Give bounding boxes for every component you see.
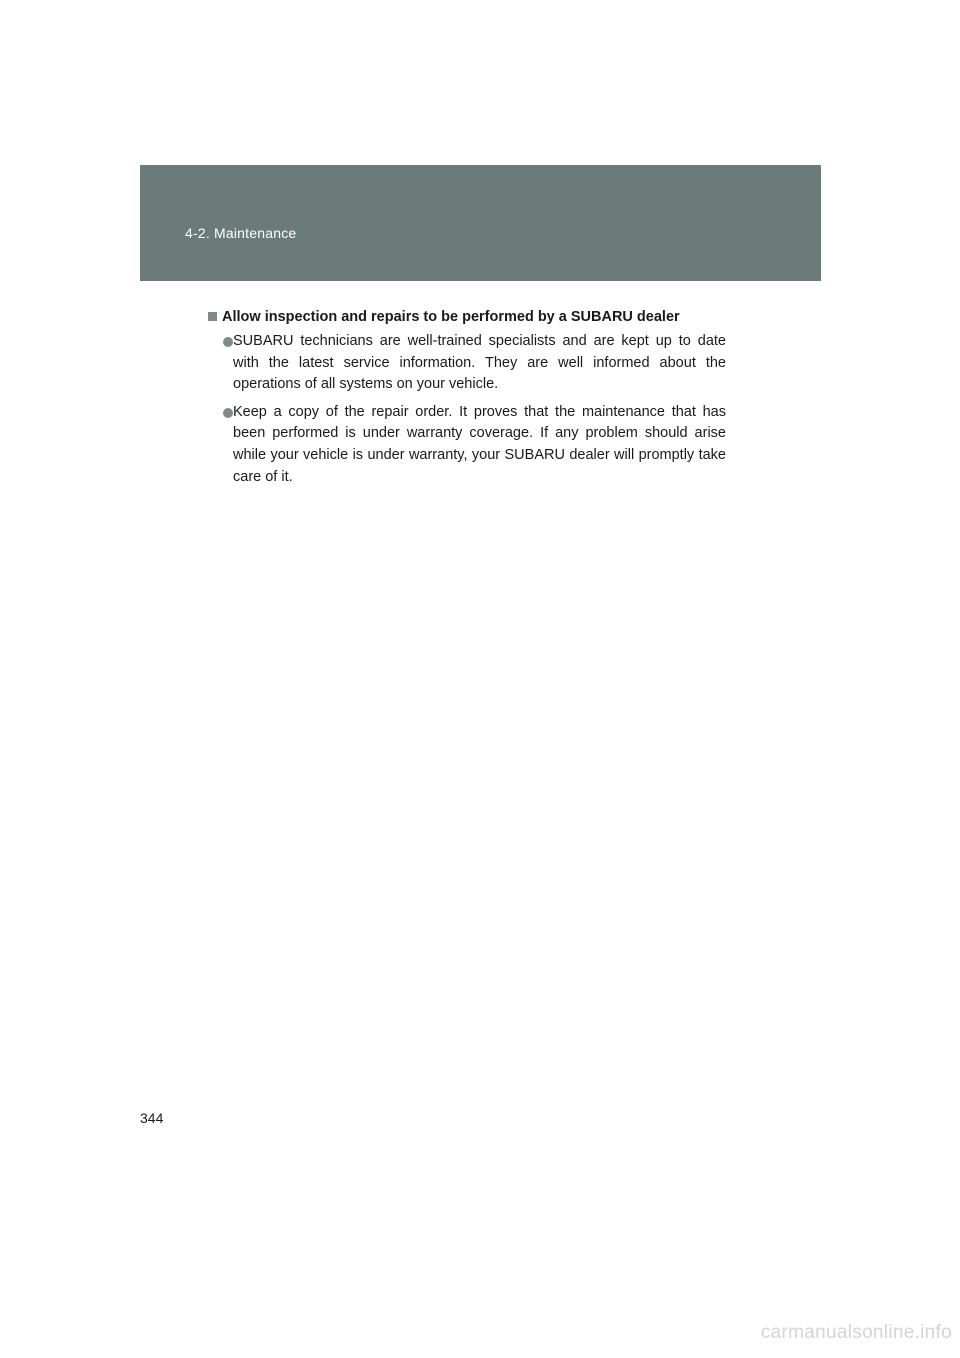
circle-bullet-icon — [223, 337, 233, 347]
page-number: 344 — [140, 1110, 164, 1126]
section-heading-text: Allow inspection and repairs to be performed by a SUBARU dealer — [222, 309, 680, 325]
section-heading — [208, 306, 726, 328]
square-bullet-icon — [208, 312, 217, 321]
main-content — [208, 306, 726, 494]
list-item — [208, 402, 726, 488]
list-item — [208, 331, 726, 396]
list-item-text: Keep a copy of the repair order. It proves that the maintenance that has been performed is under warranty coverage. If any problem should arise while your vehicle is under warranty, your SUBARU dealer will promptly take care of it. — [233, 403, 726, 485]
header-band — [140, 165, 821, 281]
list-item-text: SUBARU technicians are well-trained specialists and are kept up to date with the latest service information. They are well informed about the operations of all systems on your vehicle. — [233, 333, 726, 393]
section-title: 4-2. Maintenance — [185, 225, 297, 241]
circle-bullet-icon — [223, 408, 233, 418]
watermark: carmanualsonline.info — [760, 1322, 952, 1343]
